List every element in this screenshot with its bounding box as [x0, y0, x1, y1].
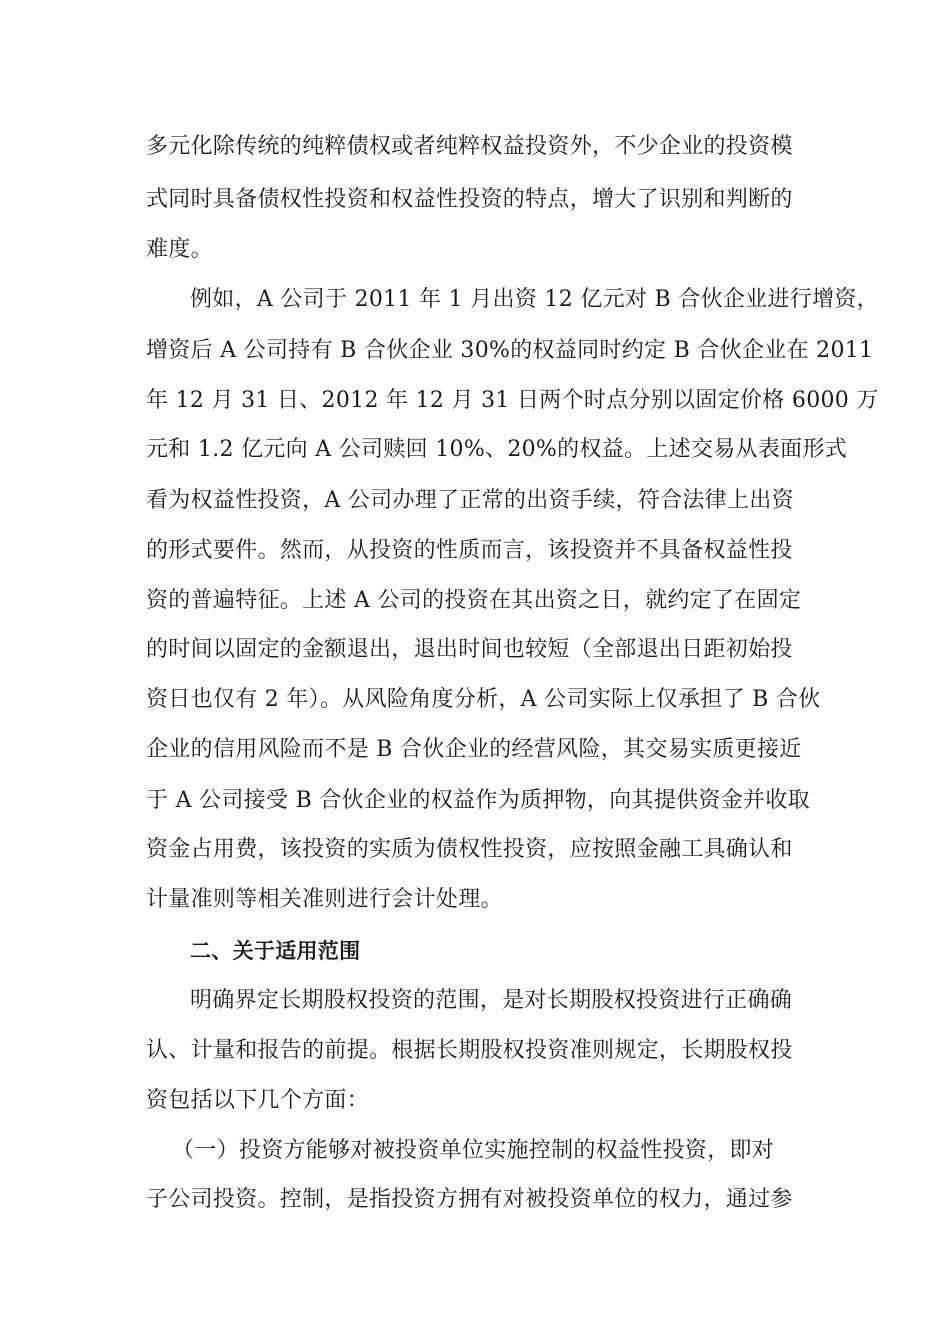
paragraph-line: 资金占用费，该投资的实质为债权性投资，应按照金融工具确认和: [146, 837, 793, 862]
section-heading: 二、关于适用范围: [190, 939, 361, 963]
paragraph-line: 资的普遍特征。上述 A 公司的投资在其出资之日，就约定了在固定: [146, 588, 802, 613]
paragraph-line: 看为权益性投资，A 公司办理了正常的出资手续，符合法律上出资: [146, 488, 794, 513]
paragraph-line: 多元化除传统的纯粹债权或者纯粹权益投资外，不少企业的投资模: [146, 134, 793, 159]
paragraph-line: 增资后 A 公司持有 B 合伙企业 30%的权益同时约定 B 合伙企业在 2011: [146, 338, 874, 363]
paragraph-line: 认、计量和报告的前提。根据长期股权投资准则规定，长期股权投: [146, 1038, 793, 1063]
paragraph-line: 的时间以固定的金额退出，退出时间也较短（全部退出日距初始投: [146, 637, 793, 662]
paragraph-line: 元和 1.2 亿元向 A 公司赎回 10%、20%的权益。上述交易从表面形式: [146, 437, 848, 462]
paragraph-line: 企业的信用风险而不是 B 合伙企业的经营风险，其交易实质更接近: [146, 737, 802, 762]
paragraph-line: 资包括以下几个方面：: [146, 1088, 370, 1113]
paragraph-line: （一）投资方能够对被投资单位实施控制的权益性投资，即对: [172, 1138, 775, 1163]
paragraph-line: 子公司投资。控制，是指投资方拥有对被投资单位的权力，通过参: [146, 1187, 793, 1212]
paragraph-line: 例如，A 公司于 2011 年 1 月出资 12 亿元对 B 合伙企业进行增资，: [190, 287, 879, 312]
paragraph-line: 年 12 月 31 日、2012 年 12 月 31 日两个时点分别以固定价格 6000 万: [146, 388, 879, 413]
paragraph-line: 于 A 公司接受 B 合伙企业的权益作为质押物，向其提供资金并收取: [146, 788, 810, 813]
paragraph-line: 明确界定长期股权投资的范围，是对长期股权投资进行正确确: [190, 988, 793, 1013]
paragraph-line: 资日也仅有 2 年）。从风险角度分析，A 公司实际上仅承担了 B 合伙: [146, 687, 821, 712]
paragraph-line: 难度。: [146, 237, 213, 262]
paragraph-line: 式同时具备债权性投资和权益性投资的特点，增大了识别和判断的: [146, 187, 793, 212]
paragraph-line: 计量准则等相关准则进行会计处理。: [146, 887, 503, 912]
paragraph-line: 的形式要件。然而，从投资的性质而言，该投资并不具备权益性投: [146, 538, 793, 563]
